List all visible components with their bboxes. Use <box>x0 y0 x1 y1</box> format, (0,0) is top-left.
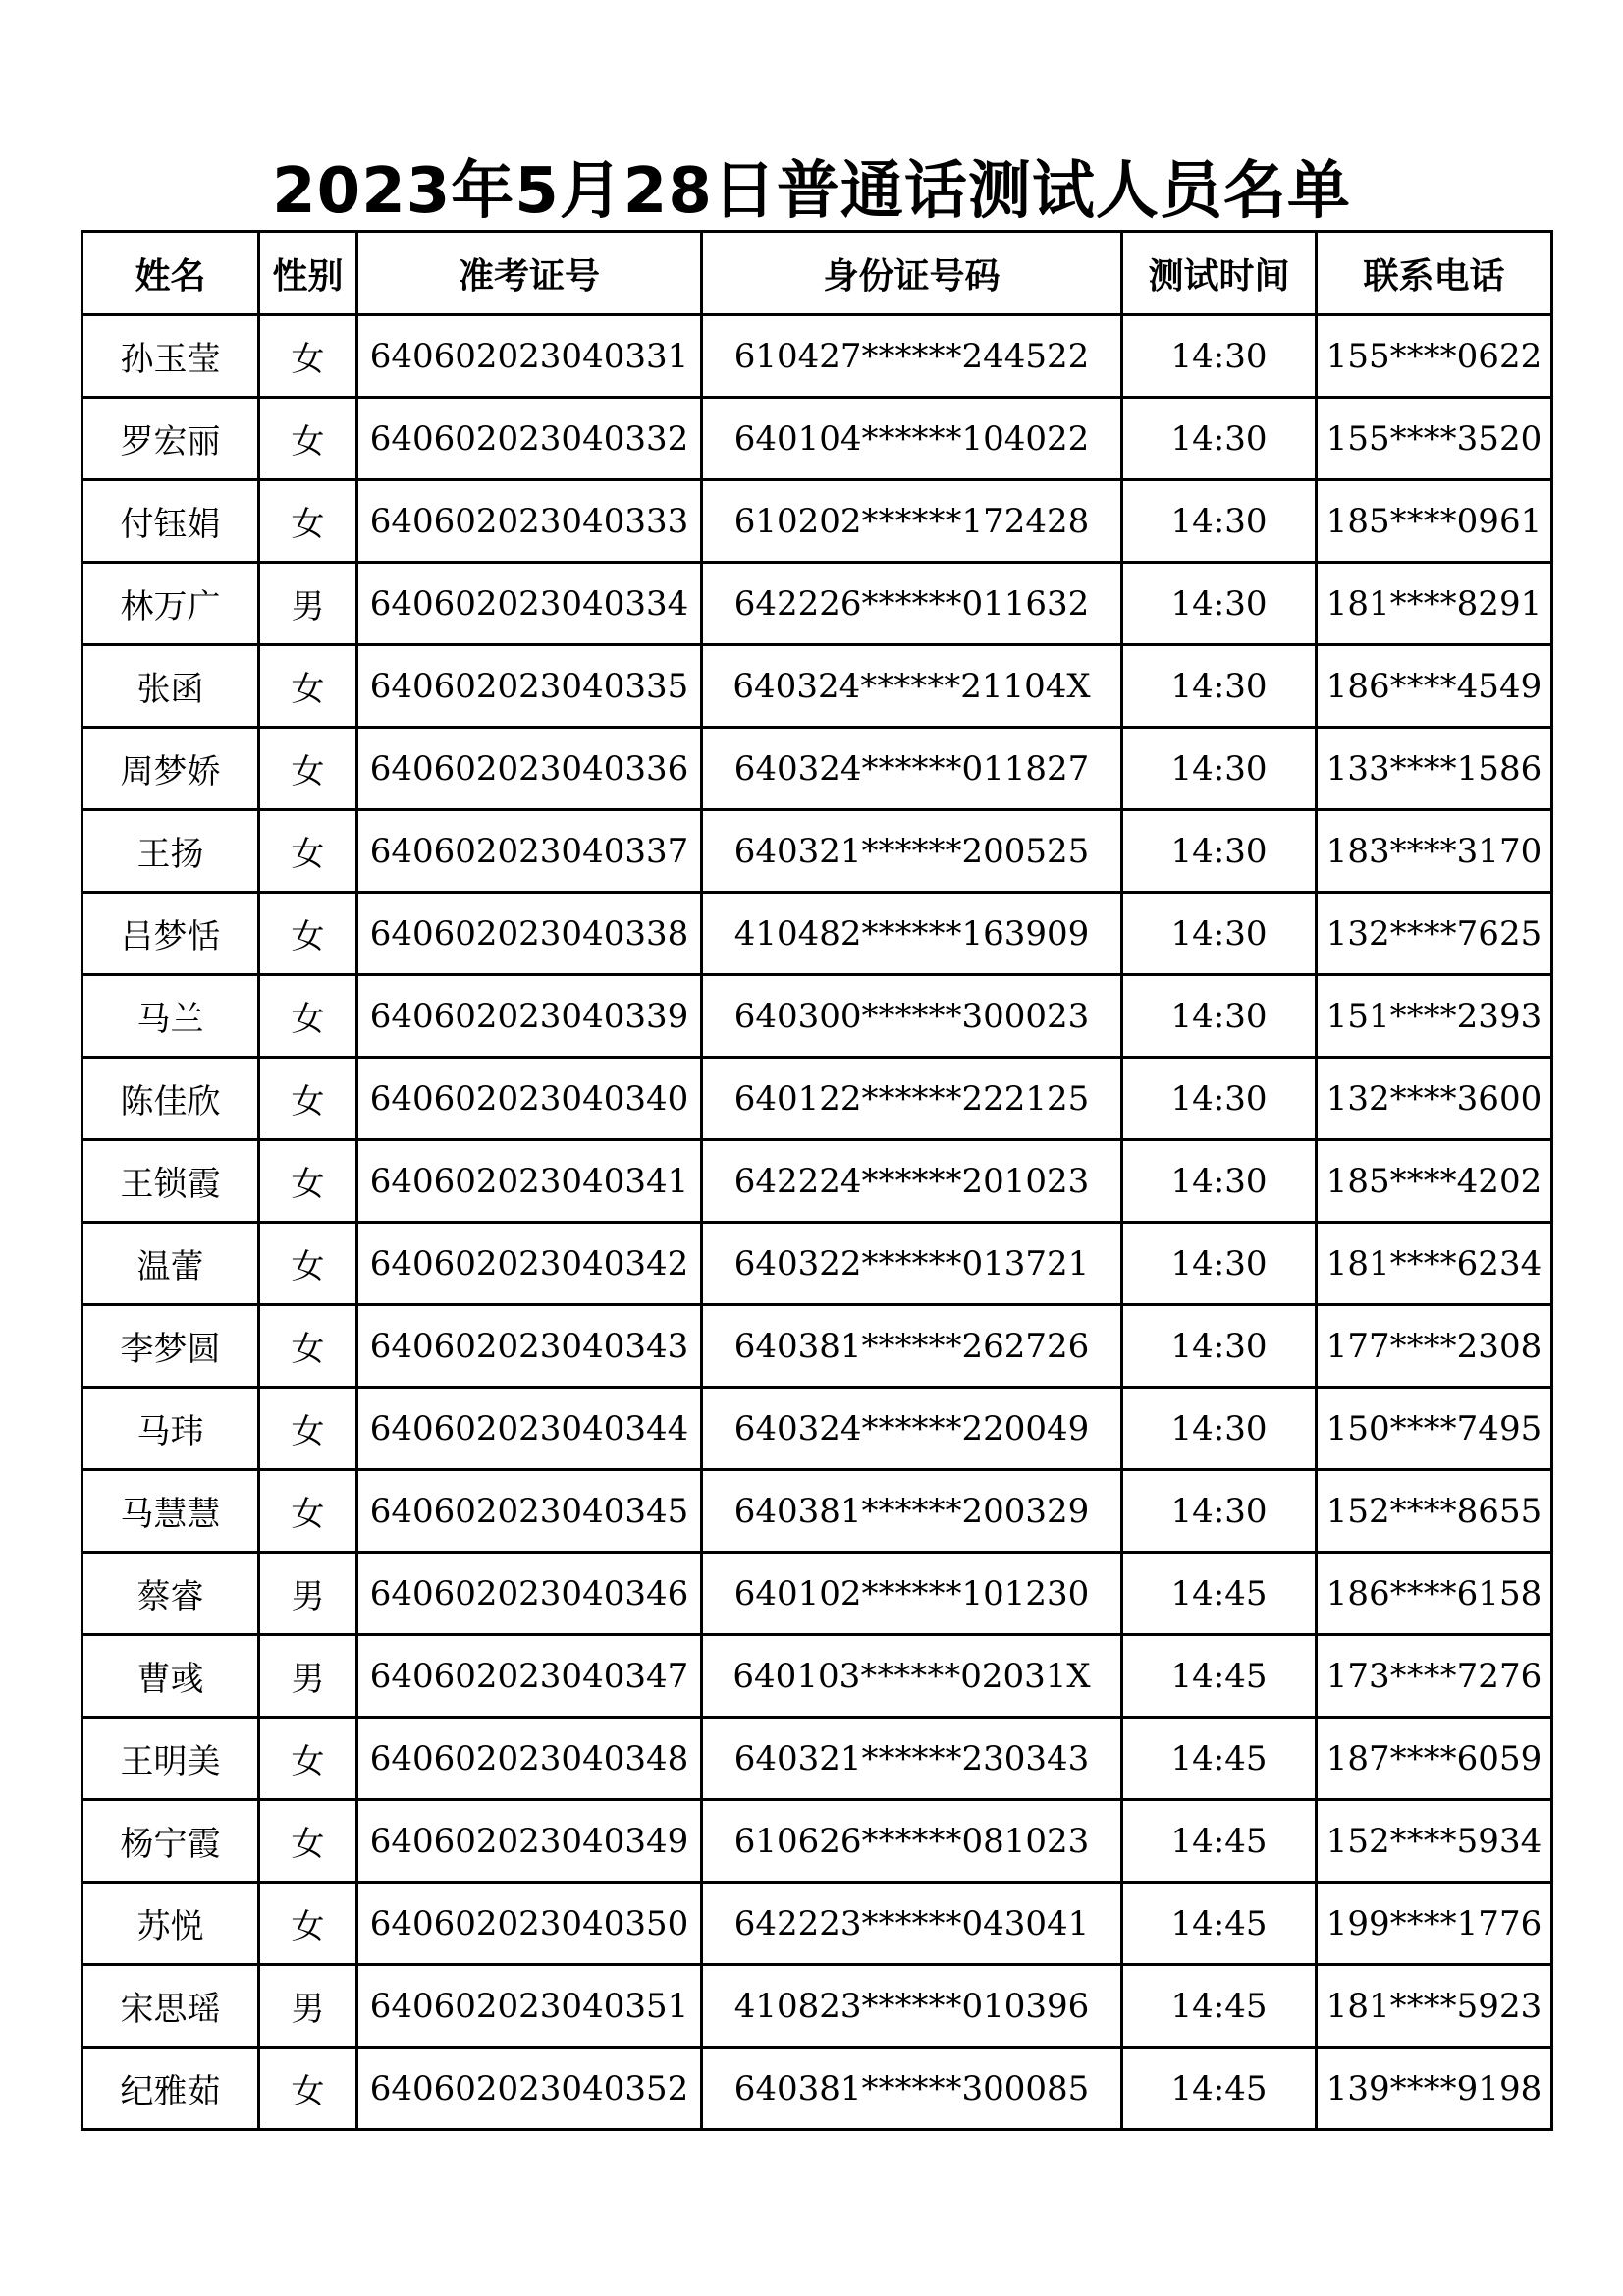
cell-exam-number: 640602023040344 <box>357 1388 702 1470</box>
cell-phone: 185****4202 <box>1317 1140 1552 1223</box>
cell-name: 蔡睿 <box>82 1553 259 1635</box>
cell-name: 马慧慧 <box>82 1470 259 1553</box>
cell-exam-number: 640602023040337 <box>357 810 702 893</box>
cell-test-time: 14:30 <box>1122 810 1317 893</box>
cell-test-time: 14:45 <box>1122 1718 1317 1800</box>
cell-test-time: 14:45 <box>1122 1965 1317 2048</box>
table-row <box>82 1388 1552 1470</box>
table-row <box>82 728 1552 810</box>
table-row <box>82 480 1552 563</box>
cell-id-number: 642223******043041 <box>702 1883 1122 1965</box>
table-row <box>82 398 1552 480</box>
cell-id-number: 640381******300085 <box>702 2048 1122 2130</box>
cell-gender: 女 <box>259 645 357 728</box>
table-row <box>82 1965 1552 2048</box>
cell-phone: 187****6059 <box>1317 1718 1552 1800</box>
cell-test-time: 14:45 <box>1122 2048 1317 2130</box>
cell-exam-number: 640602023040339 <box>357 975 702 1058</box>
cell-gender: 男 <box>259 563 357 645</box>
cell-phone: 186****4549 <box>1317 645 1552 728</box>
table-row <box>82 645 1552 728</box>
cell-name: 吕梦恬 <box>82 893 259 975</box>
table-row <box>82 1800 1552 1883</box>
roster-table <box>81 230 1553 2131</box>
cell-phone: 132****3600 <box>1317 1058 1552 1140</box>
cell-name: 王锁霞 <box>82 1140 259 1223</box>
cell-id-number: 610626******081023 <box>702 1800 1122 1883</box>
cell-test-time: 14:30 <box>1122 1470 1317 1553</box>
cell-name: 王明美 <box>82 1718 259 1800</box>
cell-gender: 女 <box>259 1470 357 1553</box>
table-row <box>82 1305 1552 1388</box>
cell-phone: 155****3520 <box>1317 398 1552 480</box>
cell-id-number: 640321******200525 <box>702 810 1122 893</box>
cell-test-time: 14:45 <box>1122 1635 1317 1718</box>
cell-phone: 132****7625 <box>1317 893 1552 975</box>
cell-test-time: 14:30 <box>1122 975 1317 1058</box>
cell-id-number: 410482******163909 <box>702 893 1122 975</box>
cell-id-number: 640103******02031X <box>702 1635 1122 1718</box>
cell-exam-number: 640602023040333 <box>357 480 702 563</box>
cell-exam-number: 640602023040331 <box>357 315 702 398</box>
table-row <box>82 1470 1552 1553</box>
cell-exam-number: 640602023040332 <box>357 398 702 480</box>
cell-test-time: 14:30 <box>1122 315 1317 398</box>
cell-test-time: 14:45 <box>1122 1883 1317 1965</box>
cell-test-time: 14:30 <box>1122 1223 1317 1305</box>
column-header-id-number: 身份证号码 <box>702 232 1122 315</box>
table-row <box>82 2048 1552 2130</box>
cell-test-time: 14:30 <box>1122 893 1317 975</box>
page-title: 2023年5月28日普通话测试人员名单 <box>272 155 1351 228</box>
cell-phone: 151****2393 <box>1317 975 1552 1058</box>
cell-id-number: 640321******230343 <box>702 1718 1122 1800</box>
cell-gender: 女 <box>259 810 357 893</box>
cell-phone: 152****8655 <box>1317 1470 1552 1553</box>
cell-id-number: 640322******013721 <box>702 1223 1122 1305</box>
cell-exam-number: 640602023040338 <box>357 893 702 975</box>
cell-exam-number: 640602023040352 <box>357 2048 702 2130</box>
cell-phone: 181****6234 <box>1317 1223 1552 1305</box>
cell-gender: 女 <box>259 315 357 398</box>
table-row <box>82 1718 1552 1800</box>
cell-exam-number: 640602023040346 <box>357 1553 702 1635</box>
cell-name: 马玮 <box>82 1388 259 1470</box>
cell-id-number: 640300******300023 <box>702 975 1122 1058</box>
cell-test-time: 14:30 <box>1122 728 1317 810</box>
cell-gender: 女 <box>259 1305 357 1388</box>
cell-test-time: 14:30 <box>1122 1140 1317 1223</box>
cell-id-number: 640102******101230 <box>702 1553 1122 1635</box>
cell-exam-number: 640602023040345 <box>357 1470 702 1553</box>
cell-gender: 女 <box>259 2048 357 2130</box>
cell-id-number: 640104******104022 <box>702 398 1122 480</box>
table-row <box>82 893 1552 975</box>
table-row <box>82 975 1552 1058</box>
table-row <box>82 1553 1552 1635</box>
cell-test-time: 14:30 <box>1122 1305 1317 1388</box>
cell-test-time: 14:30 <box>1122 1058 1317 1140</box>
cell-phone: 186****6158 <box>1317 1553 1552 1635</box>
cell-name: 张函 <box>82 645 259 728</box>
table-row <box>82 1058 1552 1140</box>
cell-name: 温蕾 <box>82 1223 259 1305</box>
cell-name: 纪雅茹 <box>82 2048 259 2130</box>
cell-name: 周梦娇 <box>82 728 259 810</box>
cell-id-number: 640381******200329 <box>702 1470 1122 1553</box>
cell-gender: 女 <box>259 1058 357 1140</box>
table-row <box>82 810 1552 893</box>
cell-name: 孙玉莹 <box>82 315 259 398</box>
cell-test-time: 14:30 <box>1122 398 1317 480</box>
cell-gender: 男 <box>259 1553 357 1635</box>
cell-name: 林万广 <box>82 563 259 645</box>
cell-gender: 女 <box>259 1140 357 1223</box>
cell-test-time: 14:30 <box>1122 1388 1317 1470</box>
cell-id-number: 640324******21104X <box>702 645 1122 728</box>
cell-exam-number: 640602023040350 <box>357 1883 702 1965</box>
column-header-name: 姓名 <box>82 232 259 315</box>
cell-gender: 女 <box>259 728 357 810</box>
table-header-row <box>82 232 1552 315</box>
cell-test-time: 14:45 <box>1122 1553 1317 1635</box>
cell-phone: 199****1776 <box>1317 1883 1552 1965</box>
cell-gender: 女 <box>259 480 357 563</box>
cell-phone: 150****7495 <box>1317 1388 1552 1470</box>
cell-phone: 177****2308 <box>1317 1305 1552 1388</box>
cell-exam-number: 640602023040351 <box>357 1965 702 2048</box>
cell-phone: 152****5934 <box>1317 1800 1552 1883</box>
cell-phone: 183****3170 <box>1317 810 1552 893</box>
cell-exam-number: 640602023040347 <box>357 1635 702 1718</box>
cell-gender: 女 <box>259 893 357 975</box>
cell-id-number: 410823******010396 <box>702 1965 1122 2048</box>
cell-exam-number: 640602023040342 <box>357 1223 702 1305</box>
cell-id-number: 610202******172428 <box>702 480 1122 563</box>
cell-name: 李梦圆 <box>82 1305 259 1388</box>
cell-id-number: 642224******201023 <box>702 1140 1122 1223</box>
cell-phone: 181****8291 <box>1317 563 1552 645</box>
cell-exam-number: 640602023040341 <box>357 1140 702 1223</box>
cell-phone: 139****9198 <box>1317 2048 1552 2130</box>
cell-id-number: 640324******220049 <box>702 1388 1122 1470</box>
cell-phone: 133****1586 <box>1317 728 1552 810</box>
table-body <box>82 315 1552 2130</box>
cell-name: 苏悦 <box>82 1883 259 1965</box>
cell-gender: 男 <box>259 1635 357 1718</box>
cell-id-number: 640381******262726 <box>702 1305 1122 1388</box>
cell-exam-number: 640602023040335 <box>357 645 702 728</box>
cell-name: 马兰 <box>82 975 259 1058</box>
cell-test-time: 14:30 <box>1122 645 1317 728</box>
table-row <box>82 1223 1552 1305</box>
cell-name: 宋思瑶 <box>82 1965 259 2048</box>
cell-id-number: 642226******011632 <box>702 563 1122 645</box>
column-header-phone: 联系电话 <box>1317 232 1552 315</box>
cell-exam-number: 640602023040336 <box>357 728 702 810</box>
column-header-gender: 性别 <box>259 232 357 315</box>
cell-gender: 女 <box>259 398 357 480</box>
cell-gender: 女 <box>259 975 357 1058</box>
table-row <box>82 1883 1552 1965</box>
cell-exam-number: 640602023040348 <box>357 1718 702 1800</box>
cell-phone: 185****0961 <box>1317 480 1552 563</box>
cell-name: 曹彧 <box>82 1635 259 1718</box>
cell-exam-number: 640602023040349 <box>357 1800 702 1883</box>
cell-phone: 181****5923 <box>1317 1965 1552 2048</box>
cell-name: 杨宁霞 <box>82 1800 259 1883</box>
cell-test-time: 14:30 <box>1122 563 1317 645</box>
cell-name: 罗宏丽 <box>82 398 259 480</box>
cell-test-time: 14:45 <box>1122 1800 1317 1883</box>
cell-gender: 女 <box>259 1800 357 1883</box>
cell-name: 付钰娟 <box>82 480 259 563</box>
cell-id-number: 610427******244522 <box>702 315 1122 398</box>
cell-exam-number: 640602023040340 <box>357 1058 702 1140</box>
cell-exam-number: 640602023040343 <box>357 1305 702 1388</box>
table-row <box>82 1140 1552 1223</box>
cell-phone: 155****0622 <box>1317 315 1552 398</box>
cell-gender: 女 <box>259 1718 357 1800</box>
cell-id-number: 640122******222125 <box>702 1058 1122 1140</box>
cell-name: 陈佳欣 <box>82 1058 259 1140</box>
table-row <box>82 563 1552 645</box>
cell-test-time: 14:30 <box>1122 480 1317 563</box>
table-row <box>82 315 1552 398</box>
cell-gender: 女 <box>259 1223 357 1305</box>
table-row <box>82 1635 1552 1718</box>
cell-id-number: 640324******011827 <box>702 728 1122 810</box>
cell-gender: 女 <box>259 1388 357 1470</box>
cell-exam-number: 640602023040334 <box>357 563 702 645</box>
column-header-exam-number: 准考证号 <box>357 232 702 315</box>
cell-gender: 女 <box>259 1883 357 1965</box>
cell-name: 王扬 <box>82 810 259 893</box>
cell-phone: 173****7276 <box>1317 1635 1552 1718</box>
column-header-test-time: 测试时间 <box>1122 232 1317 315</box>
cell-gender: 男 <box>259 1965 357 2048</box>
